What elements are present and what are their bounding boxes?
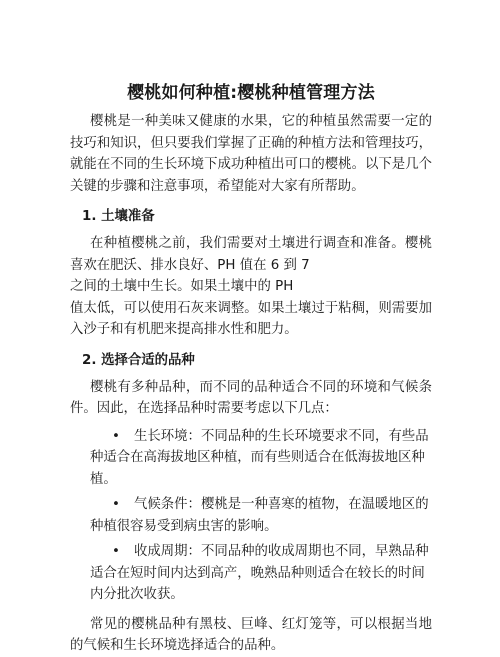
soil-paragraph-line3: 值太低，可以使用石灰来调整。如果土壤过于粘稠，则需要加入沙子和有机肥来提高排水性和肥力。 xyxy=(70,300,432,337)
intro-paragraph: 樱桃是一种美味又健康的水果，它的种植虽然需要一定的技巧和知识，但只要我们掌握了正确的种植方法和管理技巧，就能在不同的生长环境下成功种植出可口的樱桃。以下是几个关键的步骤和注意事项，希望能对大家有所帮助。 xyxy=(70,114,432,194)
list-item xyxy=(70,541,432,606)
page-title: 樱桃如何种植:樱桃种植管理方法 xyxy=(127,83,375,103)
section-heading-soil: 1. 土壤准备 xyxy=(82,209,155,224)
list-item xyxy=(70,426,432,491)
bullet-dot-icon: • xyxy=(112,544,120,559)
bullet-text: 气候条件：樱桃是一种喜寒的植物，在温暖地区的种植很容易受到病虫害的影响。 xyxy=(90,497,429,534)
variety-paragraph: 樱桃有多种品种，而不同的品种适合不同的环境和气候条件。因此，在选择品种时需要考虑以下几点： xyxy=(70,379,432,416)
bullet-dot-icon: • xyxy=(112,428,120,444)
bullet-text: 收成周期：不同品种的收成周期也不同，早熟品种适合在短时间内达到高产，晚熟品种则适合在较长的时间内分批次收获。 xyxy=(90,544,429,602)
soil-paragraph-line1: 在种植樱桃之前，我们需要对土壤进行调查和准备。樱桃喜欢在肥沃、排水良好、PH 值在 6 到 7 xyxy=(70,236,432,273)
bullet-text: 生长环境：不同品种的生长环境要求不同，有些品种适合在高海拔地区种植，而有些则适合在低海拔地区种植。 xyxy=(90,428,429,487)
list-item xyxy=(70,494,432,537)
section-heading-variety: 2. 选择合适的品种 xyxy=(82,352,195,368)
document-page xyxy=(70,78,432,657)
soil-paragraph-line2: 之间的土壤中生长。如果土壤中的 PH xyxy=(70,279,294,294)
bullet-dot-icon: • xyxy=(112,497,120,512)
closing-paragraph: 常见的樱桃品种有黑枝、巨峰、红灯笼等，可以根据当地的气候和生长环境选择适合的品种。 xyxy=(70,616,432,653)
variety-bullet-list xyxy=(70,426,432,606)
